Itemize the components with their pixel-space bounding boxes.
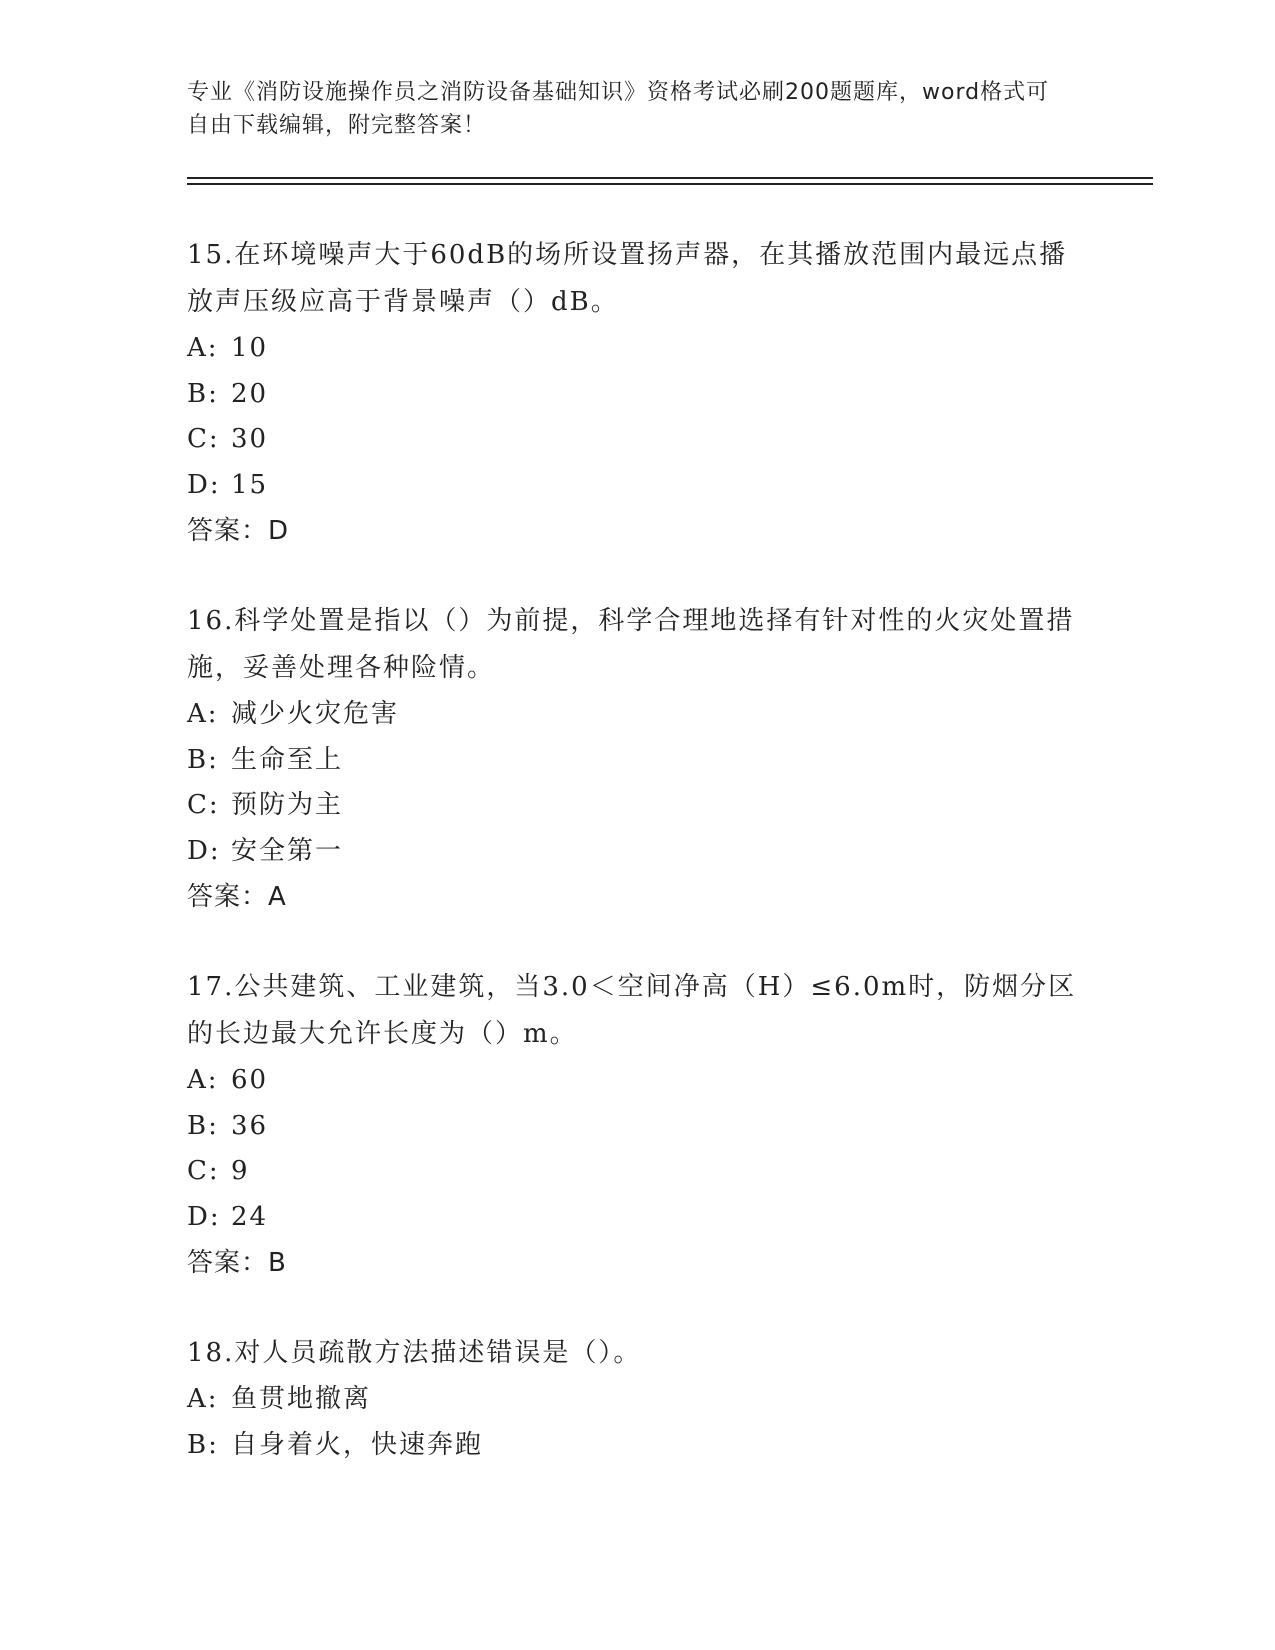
option-text: 20 xyxy=(231,378,269,409)
option-b xyxy=(187,1104,1087,1150)
question-17 xyxy=(187,964,1087,1286)
option-letter: D: xyxy=(187,1201,221,1232)
option-c xyxy=(187,1149,1087,1195)
question-18 xyxy=(187,1330,1087,1468)
document-header: 专业《消防设施操作员之消防设备基础知识》资格考试必刷200题题库，word格式可自由下载编辑，附完整答案！ xyxy=(187,80,1050,138)
question-stem: 18.对人员疏散方法描述错误是（）。 xyxy=(187,1338,642,1368)
question-stem: 15.在环境噪声大于60dB的场所设置扬声器，在其播放范围内最远点播放声压级应高于背景噪声（）dB。 xyxy=(187,240,1068,317)
question-15 xyxy=(187,232,1087,554)
option-a xyxy=(187,1058,1087,1104)
option-a xyxy=(187,692,1087,738)
header-divider-top xyxy=(187,177,1153,179)
option-c xyxy=(187,783,1087,829)
option-text: 减少火灾危害 xyxy=(231,699,400,729)
option-text: 生命至上 xyxy=(231,744,344,775)
option-letter: B: xyxy=(187,378,219,409)
question-16 xyxy=(187,598,1087,920)
option-text: 15 xyxy=(231,469,269,500)
option-c xyxy=(187,417,1087,463)
answer-line: 答案：B xyxy=(187,1248,287,1278)
option-letter: A: xyxy=(187,699,219,729)
option-letter: A: xyxy=(187,333,219,363)
option-text: 30 xyxy=(231,424,269,454)
option-letter: B: xyxy=(187,744,219,775)
option-text: 自身着火，快速奔跑 xyxy=(231,1429,484,1460)
option-b xyxy=(187,738,1087,784)
option-b xyxy=(187,372,1087,418)
option-letter: A: xyxy=(187,1384,219,1414)
question-stem: 16.科学处置是指以（）为前提，科学合理地选择有针对性的火灾处置措施，妥善处理各种险情。 xyxy=(187,606,1075,683)
option-text: 预防为主 xyxy=(231,790,344,820)
option-text: 9 xyxy=(231,1156,250,1186)
option-text: 24 xyxy=(231,1201,269,1232)
option-text: 安全第一 xyxy=(231,835,344,866)
option-letter: C: xyxy=(187,790,220,820)
option-letter: A: xyxy=(187,1065,219,1095)
option-text: 10 xyxy=(231,333,269,363)
option-b xyxy=(187,1423,1087,1469)
option-letter: C: xyxy=(187,1156,220,1186)
option-letter: D: xyxy=(187,469,221,500)
option-d xyxy=(187,1195,1087,1241)
option-letter: B: xyxy=(187,1110,219,1141)
option-letter: B: xyxy=(187,1429,219,1460)
option-letter: D: xyxy=(187,835,221,866)
option-letter: C: xyxy=(187,424,220,454)
option-text: 鱼贯地撤离 xyxy=(231,1384,372,1414)
option-text: 60 xyxy=(231,1065,269,1095)
answer-line: 答案：D xyxy=(187,516,290,546)
option-text: 36 xyxy=(231,1110,269,1141)
option-a xyxy=(187,1377,1087,1423)
option-d xyxy=(187,463,1087,509)
option-a xyxy=(187,326,1087,372)
header-divider-bottom xyxy=(187,183,1153,185)
answer-line: 答案：A xyxy=(187,882,287,912)
option-d xyxy=(187,829,1087,875)
question-stem: 17.公共建筑、工业建筑，当3.0＜空间净高（H）≤6.0m时，防烟分区的长边最大允许长度为（）m。 xyxy=(187,972,1077,1049)
question-list xyxy=(187,232,1087,1512)
